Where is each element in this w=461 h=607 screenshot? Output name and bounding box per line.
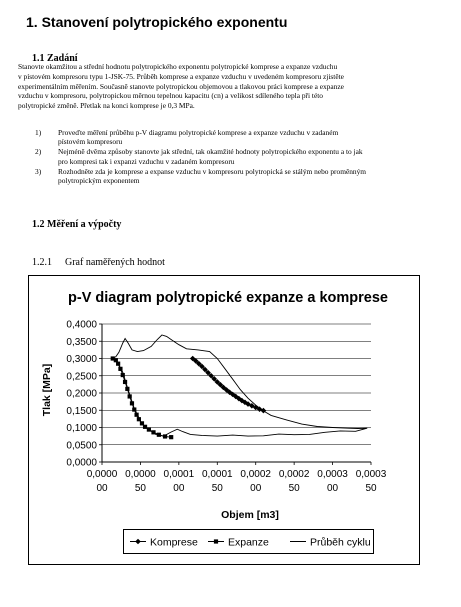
list-item xyxy=(35,128,445,146)
section-1-2-1-title xyxy=(32,257,165,268)
heading-1: 1. Stanovení polytropického exponentu xyxy=(26,14,288,30)
section-1-2-title: 1.2 Měření a výpočty xyxy=(32,219,122,230)
list-line: Rozhodněte zda je komprese a expanse vzduchu v kompresoru polytropická se stálým nebo proměnným xyxy=(58,166,367,176)
section-number: 1.2.1 xyxy=(32,257,52,268)
paragraph-line: vzduchu v kompresoru, polytropickou měrnou tepelnou kapacitu (cn) a velikost sdíleného tepla při této xyxy=(18,91,323,101)
list-item xyxy=(35,167,445,185)
x-tick-label: 0,0003 xyxy=(317,469,348,480)
y-tick-label: 0,2000 xyxy=(66,388,97,400)
x-tick-label: 0,0001 xyxy=(163,469,195,480)
task-list xyxy=(35,128,445,186)
list-number: 1) xyxy=(35,128,42,137)
section-1-1-title: 1.1 Zadání xyxy=(32,53,78,64)
x-tick-label: 0,0003 xyxy=(355,469,387,480)
x-tick-label: 50 xyxy=(365,483,377,494)
paragraph-line: Stanovte okamžitou a střední hodnotu polytropického exponentu polytropické komprese a expanze vzduchu xyxy=(18,62,338,71)
x-tick-label: 00 xyxy=(96,483,108,494)
data-point-expanze xyxy=(169,435,173,439)
list-item xyxy=(35,147,445,165)
paragraph-line: v pístovém kompresoru typu 1-JSK-75. Průběh komprese a expanze vzduchu v uvedeném kompresoru zjistěte xyxy=(18,71,344,81)
list-line: polytropickým exponentem xyxy=(58,176,140,186)
x-tick-label: 0,0000 xyxy=(125,469,156,480)
section-title: Graf naměřených hodnot xyxy=(65,257,165,268)
legend-label-expanze: Expanze xyxy=(228,536,269,549)
y-tick-label: 0,3000 xyxy=(66,354,97,365)
x-axis-label: Objem [m3] xyxy=(221,509,279,521)
pv-chart xyxy=(28,275,420,565)
y-axis-label: Tlak [MPa] xyxy=(41,363,53,417)
y-tick-label: 0,2500 xyxy=(66,371,97,383)
y-tick-label: 0,0500 xyxy=(66,440,97,452)
x-tick-label: 0,0002 xyxy=(240,469,272,480)
x-tick-label: 50 xyxy=(211,483,223,494)
x-tick-label: 00 xyxy=(250,483,262,494)
x-tick-label: 0,0002 xyxy=(278,469,310,480)
list-line: pístovém kompresoru xyxy=(58,137,123,147)
legend-label-komprese: Komprese xyxy=(150,536,198,549)
chart-title: p-V diagram polytropické expanze a komprese xyxy=(68,290,388,306)
y-tick-label: 0,1500 xyxy=(66,405,97,417)
list-line: Nejméně dvěma způsoby stanovte jak střední, tak okamžité hodnoty polytropického exponentu a to jak xyxy=(58,147,363,157)
x-tick-label: 00 xyxy=(173,483,185,494)
list-number: 2) xyxy=(35,147,42,157)
paragraph-line: polytropické změně. Přetlak na konci komprese je 0,3 MPa. xyxy=(18,101,195,111)
legend-label-pr-b-h-cyklu: Průběh cyklu xyxy=(310,536,371,549)
x-tick-label: 50 xyxy=(288,483,300,494)
x-tick-label: 00 xyxy=(327,483,339,494)
assignment-paragraph xyxy=(18,62,443,111)
list-line: pro kompresi tak i expanzi vzduchu v zadaném kompresoru xyxy=(58,156,235,166)
x-tick-label: 0,0001 xyxy=(201,469,233,480)
legend-marker-expanze xyxy=(214,539,218,543)
y-tick-label: 0,4000 xyxy=(66,319,97,331)
y-tick-label: 0,3500 xyxy=(66,336,97,348)
list-number: 3) xyxy=(35,166,42,176)
list-line: Proveďte měření průběhu p-V diagramu polytropické komprese a expanze vzduchu v zadaném xyxy=(58,128,339,137)
y-tick-label: 0,1000 xyxy=(66,423,97,434)
legend xyxy=(130,537,371,549)
x-tick-label: 0,0000 xyxy=(86,469,118,480)
x-tick-label: 50 xyxy=(134,483,146,494)
paragraph-line: experimentálním měřením. Současně stanovte polytropickou objemovou a tlakovou práci komprese a expanze xyxy=(18,81,344,91)
y-tick-label: 0,0000 xyxy=(66,457,97,469)
